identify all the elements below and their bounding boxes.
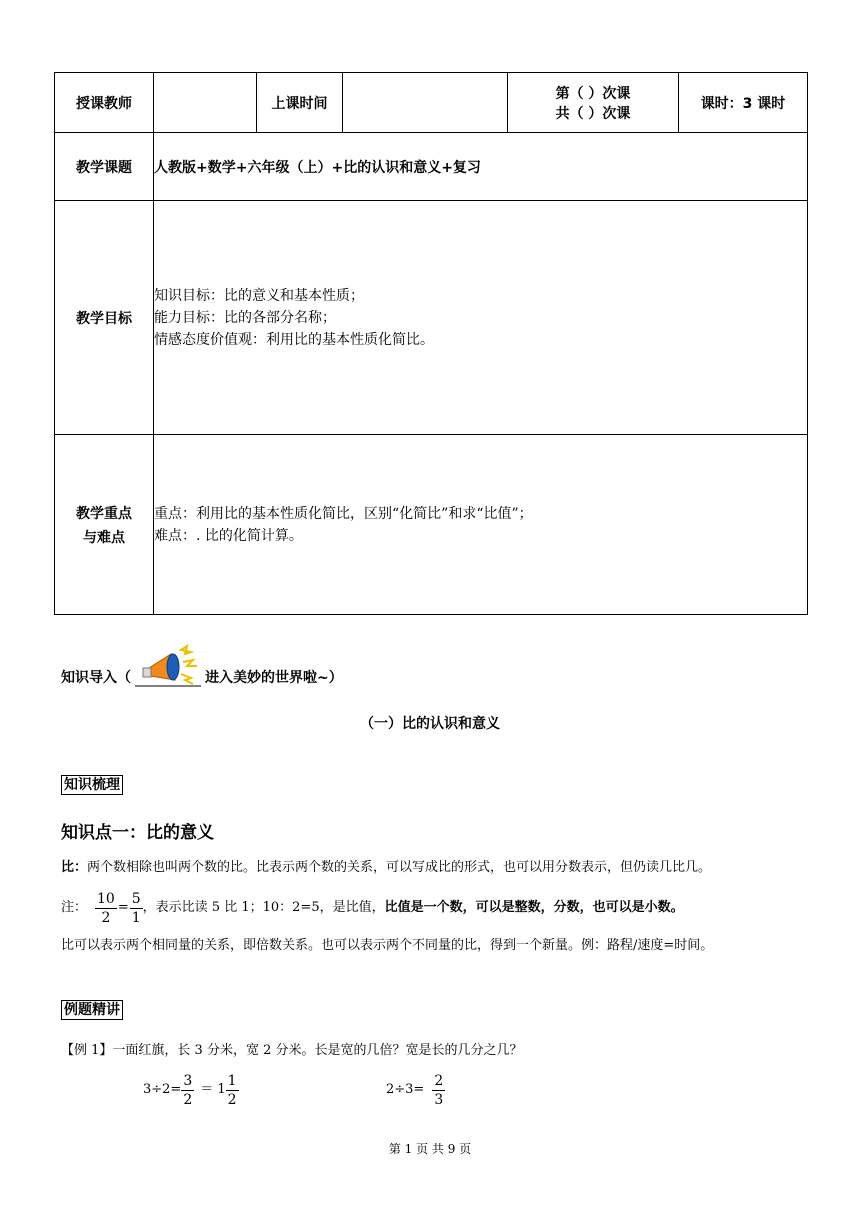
lesson-plan-table [54, 72, 808, 615]
goals-label: 教学目标 [55, 201, 154, 435]
session-line2: 共（ ）次课 [555, 105, 631, 122]
hours-cell: 课时：3 课时 [679, 73, 808, 133]
time-label: 上课时间 [257, 73, 343, 133]
point1-title: 知识点一：比的意义 [61, 823, 214, 843]
note-line [61, 886, 684, 930]
note-middle: ，表示比读 5 比 1；10：2=5，是比值， [142, 900, 385, 915]
key-label-line2: 与难点 [83, 529, 125, 546]
goals-value [154, 201, 808, 435]
example1-label: 【例 1】 [61, 1043, 113, 1058]
megaphone-icon [131, 644, 205, 690]
def-term: 比： [61, 860, 88, 875]
intro-line [61, 654, 343, 700]
calc1 [143, 1068, 239, 1112]
intro-suffix: 进入美妙的世界啦~） [205, 670, 343, 686]
fraction: $\frac{1}{2}$ [227, 1072, 237, 1108]
fraction: $\frac{5}{1}$ [131, 890, 141, 926]
calc2-prefix: 2÷3= [386, 1082, 425, 1097]
key-label-line1: 教学重点 [76, 505, 132, 522]
example1-question [61, 1041, 522, 1061]
note-bold: 比值是一个数，可以是整数，分数，也可以是小数。 [384, 900, 684, 915]
def-text: 两个数相除也叫两个数的比。比表示两个数的关系，可以写成比的形式，也可以用分数表示，但仍读几比几。 [87, 860, 712, 875]
topic-label: 教学课题 [55, 133, 154, 201]
teacher-value [154, 73, 257, 133]
key-line: 重点：利用比的基本性质化简比，区别“化简比”和求“比值”； [154, 505, 533, 522]
knowledge-box: 知识梳理 [61, 775, 123, 795]
key-label [55, 435, 154, 615]
teacher-label: 授课教师 [55, 73, 154, 133]
relation-text: 比可以表示两个相同量的关系，即倍数关系。也可以表示两个不同量的比，得到一个新量。例：路程/速度=时间。 [61, 938, 714, 953]
calc2 [386, 1068, 445, 1112]
key-line: 难点：. 比的化简计算。 [154, 527, 303, 544]
session-cell [508, 73, 679, 133]
key-value [154, 435, 808, 615]
example-box: 例题精讲 [61, 1000, 123, 1020]
definition [61, 858, 711, 878]
session-line1: 第（ ）次课 [555, 85, 631, 102]
example1-text: 一面红旗，长 3 分米，宽 2 分米。长是宽的几倍？宽是长的几分之几？ [112, 1043, 523, 1058]
goal-line: 知识目标：比的意义和基本性质； [154, 287, 364, 304]
section-title: （一）比的认识和意义 [360, 716, 500, 732]
note-prefix: 注： [61, 900, 88, 915]
time-value [343, 73, 508, 133]
note-eq: = [117, 900, 129, 915]
fraction: $\frac{10}{2}$ [97, 890, 115, 926]
fraction: $\frac{2}{3}$ [434, 1072, 444, 1108]
fraction: $\frac{3}{2}$ [183, 1072, 193, 1108]
topic-value: 人教版+数学+六年级（上）+比的认识和意义+复习 [154, 133, 808, 201]
page-footer: 第 1 页 共 9 页 [388, 1142, 472, 1156]
calc1-prefix: 3÷2= [143, 1082, 182, 1097]
intro-prefix: 知识导入（ [61, 670, 131, 686]
calc1-eq: ＝ 1 [200, 1082, 226, 1097]
goal-line: 能力目标：比的各部分名称； [154, 309, 336, 326]
goal-line: 情感态度价值观：利用比的基本性质化简比。 [154, 331, 434, 348]
